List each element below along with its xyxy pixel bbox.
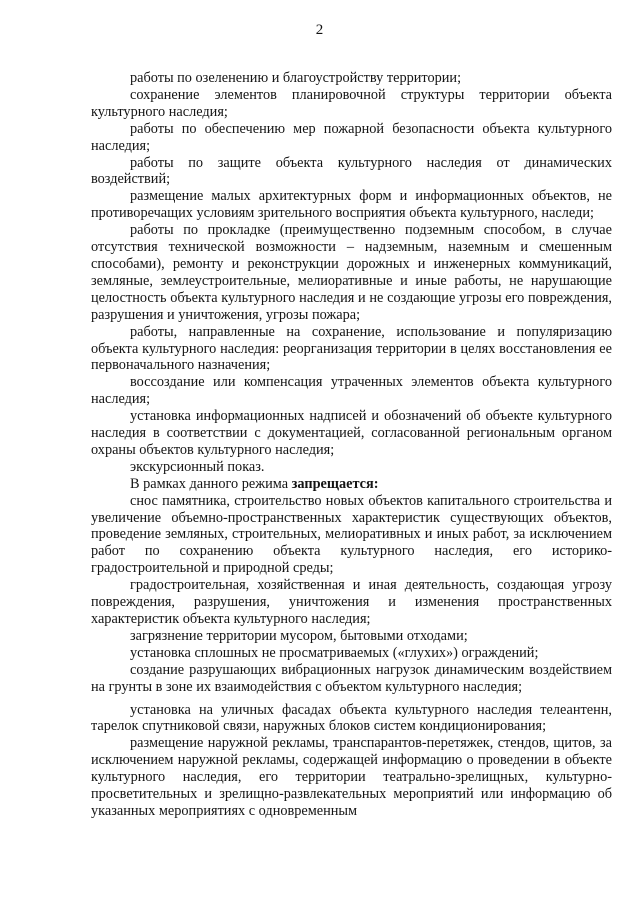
paragraph: размещение малых архитектурных форм и информационных объектов, не противоречащих условиям зрительного восприятия объекта культурного, наследи; <box>91 188 612 222</box>
paragraph: установка на уличных фасадах объекта культурного наследия телеантенн, тарелок спутниковой связи, наружных блоков систем кондиционирования; <box>91 701 612 735</box>
paragraph: работы по озеленению и благоустройству территории; <box>130 70 462 86</box>
paragraph: установка информационных надписей и обозначений об объекте культурного наследия в соответствии с документацией, согласованной региональным органом охраны объектов культурного наследия; <box>91 408 612 458</box>
prohibited-heading-bold: запрещается: <box>291 475 379 492</box>
paragraph: сохранение элементов планировочной структуры территории объекта культурного наследия; <box>91 86 612 120</box>
paragraph: градостроительная, хозяйственная и иная деятельность, создающая угрозу повреждения, разрушения, уничтожения и изменения пространственных характеристик объекта культурного наследия; <box>91 577 612 627</box>
page-number: 2 <box>315 22 324 38</box>
prohibited-heading-text: В рамках данного режима <box>130 475 292 492</box>
paragraph: загрязнение территории мусором, бытовыми отходами; <box>130 627 468 644</box>
paragraph: работы по защите объекта культурного наследия от динамических воздействий; <box>91 154 612 188</box>
paragraph: работы по прокладке (преимущественно подземным способом, в случае отсутствия технической возможности – надземным, наземным и смешенным способами), ремонту и реконструкции дорожных и инженерных коммуникаций, земляные, землеустроительные, мелиоративные и иные работы, не нарушающие целостность объекта культурного наследия и не создающие угрозы его повреждения, разрушения и уничтожения, угрозы пожара; <box>91 222 612 323</box>
paragraph: воссоздание или компенсация утраченных элементов объекта культурного наследия; <box>91 374 612 408</box>
paragraph: снос памятника, строительство новых объектов капитального строительства и увеличение объемно-пространственных характеристик существующих объектов, проведение земляных, строительных, мелиоративных и иных работ, за исключением работ по сохранению объекта культурного наследия, его историко-градостроительной и природной среды; <box>91 492 612 577</box>
paragraph: работы, направленные на сохранение, использование и популяризацию объекта культурного наследия: реорганизация территории в целях восстановления ее первоначального назначения; <box>91 323 612 374</box>
paragraph: экскурсионный показ. <box>130 458 265 475</box>
prohibited-heading <box>91 476 612 493</box>
document-body <box>91 70 612 820</box>
paragraph: размещение наружной рекламы, транспарантов-перетяжек, стендов, щитов, за исключением наружной рекламы, содержащей информацию о проведении в объекте культурного наследия, его территории театрально-зрелищных, культурно-просветительных и зрелищно-развлекательных мероприятий или информацию об указанных мероприятиях с одновременным <box>91 735 612 819</box>
paragraph: создание разрушающих вибрационных нагрузок динамическим воздействием на грунты в зоне их взаимодействия с объектом культурного наследия; <box>91 661 612 695</box>
paragraph: установка сплошных не просматриваемых («глухих») ограждений; <box>130 644 539 661</box>
paragraph: работы по обеспечению мер пожарной безопасности объекта культурного наследия; <box>91 120 612 154</box>
